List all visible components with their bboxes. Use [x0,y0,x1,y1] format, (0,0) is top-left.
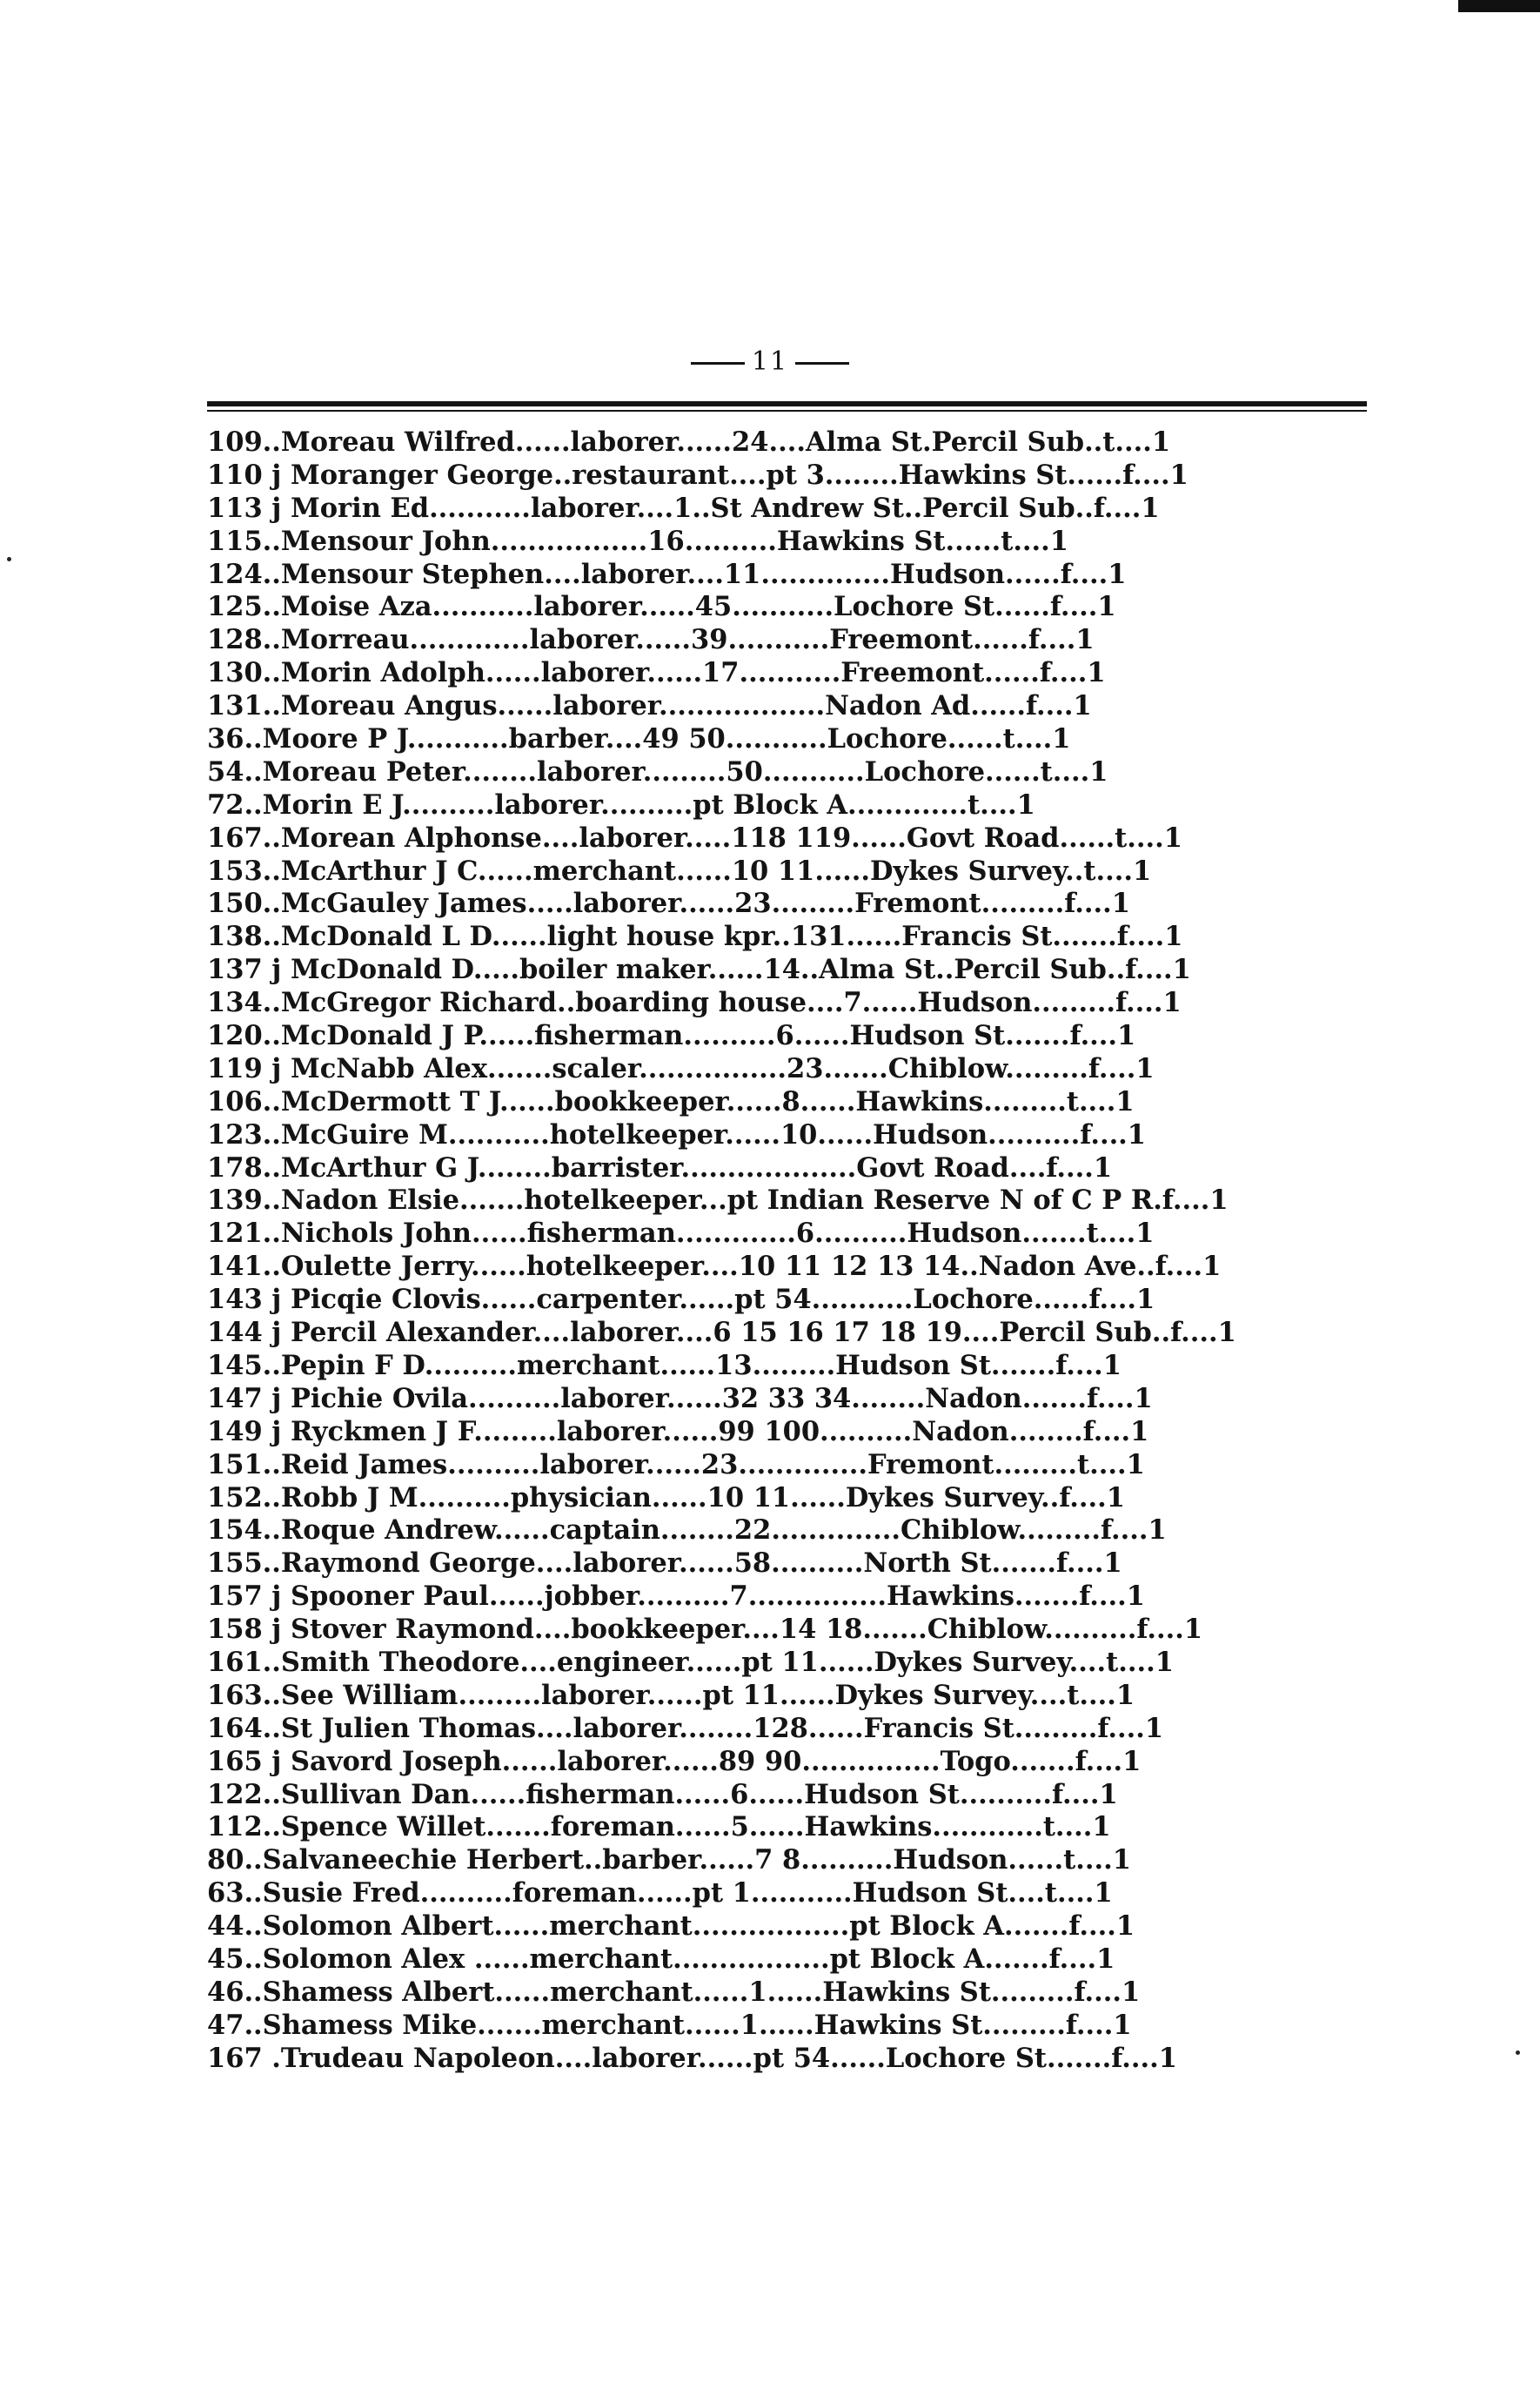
directory-entry: 167 .Trudeau Napoleon....laborer......pt 54......Lochore St.......f....1 [207,2042,1178,2074]
directory-entry: 150..McGauley James.....laborer......23.........Fremont.........f....1 [207,888,1130,920]
page-number-right-dash [795,362,849,365]
directory-entry: 123..McGuire M...........hotelkeeper......10......Hudson..........f....1 [207,1118,1147,1151]
directory-entry: 151..Reid James..........laborer......23..............Fremont.........t....1 [207,1448,1145,1480]
directory-entry: 120..McDonald J P......fisherman..........6......Hudson St.......f....1 [207,1020,1136,1052]
directory-entry: 167..Morean Alphonse....laborer.....118 119......Govt Road......t....1 [207,822,1182,854]
scan-speck [7,557,11,561]
directory-entry: 112..Spence Willet.......foreman......5......Hawkins............t....1 [207,1811,1111,1843]
directory-entry: 45..Solomon Alex ......merchant.................pt Block A.......f....1 [207,1943,1115,1975]
directory-entry: 36..Moore P J...........barber....49 50...........Lochore......t....1 [207,723,1071,755]
directory-entry: 178..McArthur G J........barrister...................Govt Road....f....1 [207,1151,1113,1184]
directory-entry: 110 j Moranger George..restaurant....pt 3........Hawkins St......f....1 [207,459,1188,491]
directory-entry: 72..Morin E J..........laborer..........pt Block A.............t....1 [207,789,1035,821]
directory-entry: 125..Moise Aza...........laborer......45...........Lochore St......f....1 [207,591,1116,623]
directory-entry: 122..Sullivan Dan......fisherman......6......Hudson St..........f....1 [207,1778,1118,1810]
page-number-left-dash [691,362,745,365]
directory-entry: 134..McGregor Richard..boarding house....7......Hudson.........f....1 [207,987,1182,1019]
directory-entry: 130..Morin Adolph......laborer......17...........Freemont......f....1 [207,657,1106,689]
directory-entry: 80..Salvaneechie Herbert..barber......7 8..........Hudson......t....1 [207,1844,1131,1876]
directory-entry: 113 j Morin Ed...........laborer....1..St Andrew St..Percil Sub..f....1 [207,492,1160,524]
directory-entry: 138..McDonald L D......light house kpr..131......Francis St.......f....1 [207,921,1183,953]
scan-speck [1516,2050,1520,2055]
directory-entry: 47..Shamess Mike.......merchant......1......Hawkins St.........f....1 [207,2009,1132,2041]
directory-entry: 128..Morreau.............laborer......39...........Freemont......f....1 [207,624,1095,656]
directory-entry: 121..Nichols John......fisherman.............6..........Hudson.......t....1 [207,1218,1155,1250]
page-number [0,346,1540,377]
directory-entry: 54..Moreau Peter........laborer.........50...........Lochore......t....1 [207,755,1108,788]
directory-listing [207,426,1367,2076]
directory-entry: 144 j Percil Alexander....laborer....6 15 16 17 18 19....Percil Sub..f....1 [207,1317,1236,1349]
directory-entry: 119 j McNabb Alex.......scaler................23.......Chiblow.........f....1 [207,1052,1155,1084]
directory-entry: 109..Moreau Wilfred......laborer......24....Alma St.Percil Sub..t....1 [207,426,1171,458]
directory-entry: 158 j Stover Raymond....bookkeeper....14 18.......Chiblow..........f....1 [207,1614,1203,1646]
directory-entry: 154..Roque Andrew......captain........22..............Chiblow.........f....1 [207,1514,1167,1547]
directory-entry: 106..McDermott T J......bookkeeper......8......Hawkins.........t....1 [207,1085,1135,1117]
directory-entry: 145..Pepin F D..........merchant......13.........Hudson St.......f....1 [207,1349,1122,1381]
directory-entry: 153..McArthur J C......merchant......10 11......Dykes Survey..t....1 [207,855,1152,887]
directory-entry: 115..Mensour John.................16..........Hawkins St......t....1 [207,525,1069,557]
directory-entry: 63..Susie Fred..........foreman......pt 1...........Hudson St....t....1 [207,1877,1113,1909]
directory-entry: 163..See William.........laborer......pt 11......Dykes Survey....t....1 [207,1679,1135,1711]
directory-entry: 46..Shamess Albert......merchant......1......Hawkins St.........f....1 [207,1976,1141,2008]
header-rule-thin [207,410,1367,412]
directory-entry: 155..Raymond George....laborer......58..........North St.......f....1 [207,1547,1122,1580]
directory-entry: 147 j Pichie Ovila..........laborer......32 33 34........Nadon.......f....1 [207,1382,1153,1414]
page-number-text: 11 [751,346,789,377]
directory-entry: 161..Smith Theodore....engineer......pt 11......Dykes Survey....t....1 [207,1646,1174,1678]
directory-entry: 157 j Spooner Paul......jobber..........7...............Hawkins.......f....1 [207,1581,1145,1613]
scan-edge-mark [1458,0,1540,12]
directory-entry: 124..Mensour Stephen....laborer....11..............Hudson......f....1 [207,558,1127,590]
directory-entry: 165 j Savord Joseph......laborer......89 90...............Togo.......f....1 [207,1745,1142,1777]
directory-entry: 141..Oulette Jerry......hotelkeeper....10 11 12 13 14..Nadon Ave..f....1 [207,1251,1222,1283]
directory-entry: 137 j McDonald D.....boiler maker......14..Alma St..Percil Sub..f....1 [207,954,1191,986]
header-rule-thick [207,401,1367,406]
directory-entry: 164..St Julien Thomas....laborer........128......Francis St.........f....1 [207,1712,1164,1744]
directory-entry: 149 j Ryckmen J F.........laborer......99 100..........Nadon........f....1 [207,1415,1149,1447]
directory-entry: 131..Moreau Angus......laborer..................Nadon Ad......f....1 [207,690,1092,722]
directory-entry: 44..Solomon Albert......merchant.................pt Block A.......f....1 [207,1910,1135,1943]
directory-entry: 139..Nadon Elsie.......hotelkeeper...pt Indian Reserve N of C P R.f....1 [207,1185,1229,1217]
directory-entry: 143 j Picqie Clovis......carpenter......pt 54...........Lochore......f....1 [207,1284,1155,1316]
directory-entry: 152..Robb J M..........physician......10 11......Dykes Survey..f....1 [207,1481,1125,1513]
